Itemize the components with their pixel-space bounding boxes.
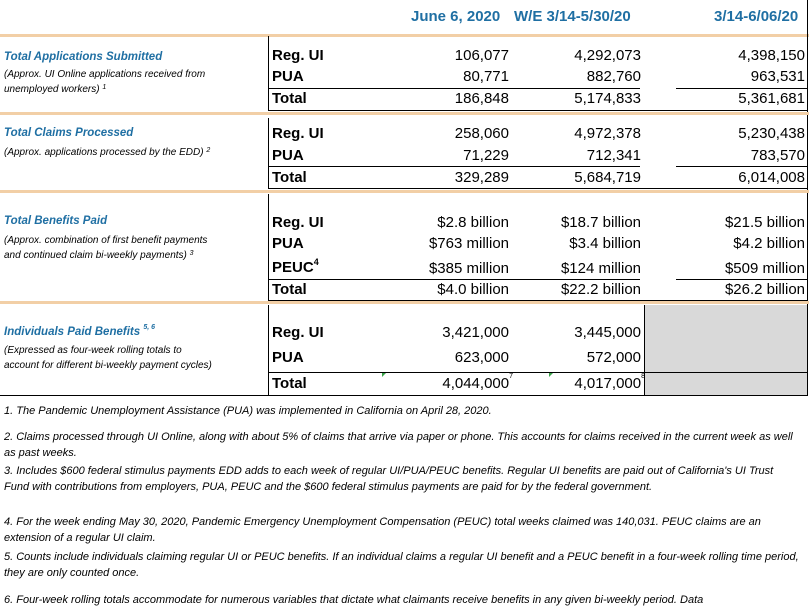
- row-label-pua: PUA: [272, 235, 304, 252]
- total-rule: [268, 166, 640, 167]
- total-rule: [268, 279, 640, 280]
- cell-claims-reg-c2: 4,972,378: [574, 125, 641, 142]
- total-rule: [676, 166, 807, 167]
- cell-apps-pua-c1: 80,771: [463, 68, 509, 85]
- col-header-current-week: June 6, 2020: [411, 8, 501, 25]
- section-title-applications: Total Applications Submitted: [4, 51, 163, 63]
- cell-benefits-total-c2: $22.2 billion: [560, 281, 641, 298]
- cell-claims-reg-c3: 5,230,438: [738, 125, 805, 142]
- cell-indiv-total-c2: 4,017,000$^8$: [574, 373, 645, 392]
- col-header-cumulative: 3/14-6/06/20: [714, 8, 799, 25]
- section-separator: [0, 112, 809, 115]
- cell-benefits-peuc-c3: $509 million: [724, 260, 805, 277]
- section-separator: [0, 301, 809, 304]
- grid-line: [268, 118, 269, 189]
- cell-benefits-reg-c2: $18.7 billion: [560, 214, 641, 231]
- cell-indiv-total-c1: 4,044,000$^7$: [442, 373, 513, 392]
- footnote-4: 4. For the week ending May 30, 2020, Pandemic Emergency Unemployment Compensation (PEUC) total weeks claimed was 140,031. PEUC claims are an extension of a regular UI claim.: [4, 516, 761, 544]
- section-separator: [0, 190, 809, 193]
- row-label-reg-ui: Reg. UI: [272, 47, 324, 64]
- cell-benefits-reg-c1: $2.8 billion: [437, 214, 509, 231]
- row-label-reg-ui: Reg. UI: [272, 324, 324, 341]
- section-title-individuals: Individuals Paid Benefits $^{5, 6}$: [4, 324, 156, 338]
- cell-claims-pua-c1: 71,229: [463, 147, 509, 164]
- row-label-reg-ui: Reg. UI: [272, 214, 324, 231]
- row-label-peuc: PEUC$^4$: [272, 257, 319, 276]
- cell-claims-pua-c2: 712,341: [586, 147, 641, 164]
- row-label-pua: PUA: [272, 147, 304, 164]
- cell-benefits-pua-c2: $3.4 billion: [569, 235, 641, 252]
- cell-indiv-reg-c1: 3,421,000: [442, 324, 509, 341]
- cell-benefits-total-c1: $4.0 billion: [437, 281, 509, 298]
- total-rule: [268, 372, 808, 373]
- section-title-claims: Total Claims Processed: [4, 127, 134, 139]
- section-desc-applications: (Approx. UI Online applications received from unemployed workers) $^1$: [4, 69, 206, 95]
- cell-claims-pua-c3: 783,570: [750, 147, 805, 164]
- cell-benefits-pua-c3: $4.2 billion: [733, 235, 805, 252]
- section-desc-claims: (Approx. applications processed by the EDD) $^2$: [4, 147, 211, 158]
- col-header-range: W/E 3/14-5/30/20: [514, 8, 631, 25]
- row-label-reg-ui: Reg. UI: [272, 125, 324, 142]
- cell-apps-reg-c3: 4,398,150: [738, 47, 805, 64]
- cell-claims-total-c2: 5,684,719: [574, 169, 641, 186]
- table-bottom-rule: [0, 395, 808, 396]
- row-label-total: Total: [272, 281, 307, 298]
- cell-indiv-pua-c2: 572,000: [586, 349, 641, 366]
- row-label-pua: PUA: [272, 349, 304, 366]
- cell-benefits-peuc-c1: $385 million: [428, 260, 509, 277]
- section-separator: [0, 34, 809, 37]
- grid-line: [268, 305, 269, 395]
- cell-apps-total-c2: 5,174,833: [574, 90, 641, 107]
- footnote-2: 2. Claims processed through UI Online, along with about 5% of claims that arrive via paper or phone. This accounts for claims received in the current week as well as past weeks.: [4, 431, 793, 459]
- row-label-pua: PUA: [272, 68, 304, 85]
- cell-claims-total-c1: 329,289: [454, 169, 509, 186]
- cell-indiv-reg-c2: 3,445,000: [574, 324, 641, 341]
- cell-apps-pua-c2: 882,760: [586, 68, 641, 85]
- row-label-total: Total: [272, 90, 307, 107]
- footnote-3: 3. Includes $600 federal stimulus payments EDD adds to each week of regular UI/PUA/PEUC benefits. Regular UI benefits are paid out of California's UI Trust Fund with contributions from employers, PUA, PEUC and the $600 federal stimulus payments are paid for by the federal government.: [4, 465, 774, 493]
- section-desc-individuals: (Expressed as four-week rolling totals to account for different bi-weekly payment cycles): [4, 345, 212, 371]
- footnote-5: 5. Counts include individuals claiming regular UI or PEUC benefits. If an individual claims a regular UI benefit and a PEUC benefit in a four-week rolling time period, they are only counted once.: [4, 551, 799, 579]
- grid-line: [268, 36, 269, 111]
- cell-claims-reg-c1: 258,060: [454, 125, 509, 142]
- cell-apps-total-c3: 5,361,681: [738, 90, 805, 107]
- total-rule: [268, 88, 640, 89]
- footnote-6: 6. Four-week rolling totals accommodate for numerous variables that dictate what claimants receive benefits in any given bi-weekly period. Data: [4, 594, 704, 606]
- cell-benefits-peuc-c2: $124 million: [560, 260, 641, 277]
- cell-benefits-reg-c3: $21.5 billion: [724, 214, 805, 231]
- section-desc-benefits: (Approx. combination of first benefit payments and continued claim bi-weekly payments) $^3$: [4, 235, 208, 261]
- cell-apps-reg-c1: 106,077: [454, 47, 509, 64]
- cell-indiv-pua-c1: 623,000: [454, 349, 509, 366]
- cell-apps-pua-c3: 963,531: [750, 68, 805, 85]
- row-label-total: Total: [272, 375, 307, 392]
- section-title-benefits: Total Benefits Paid: [4, 215, 108, 227]
- grid-line: [807, 0, 808, 395]
- row-label-total: Total: [272, 169, 307, 186]
- cell-claims-total-c3: 6,014,008: [738, 169, 805, 186]
- total-rule: [676, 279, 807, 280]
- cell-apps-total-c1: 186,848: [454, 90, 509, 107]
- row-rule: [268, 188, 808, 189]
- footnote-1: 1. The Pandemic Unemployment Assistance (PUA) was implemented in California on April 28, 2020.: [4, 405, 492, 417]
- total-rule: [676, 88, 807, 89]
- cell-benefits-total-c3: $26.2 billion: [724, 281, 805, 298]
- empty-gray-cell: [645, 305, 807, 395]
- row-rule: [268, 110, 808, 111]
- grid-line: [268, 194, 269, 301]
- cell-apps-reg-c2: 4,292,073: [574, 47, 641, 64]
- cell-benefits-pua-c1: $763 million: [428, 235, 509, 252]
